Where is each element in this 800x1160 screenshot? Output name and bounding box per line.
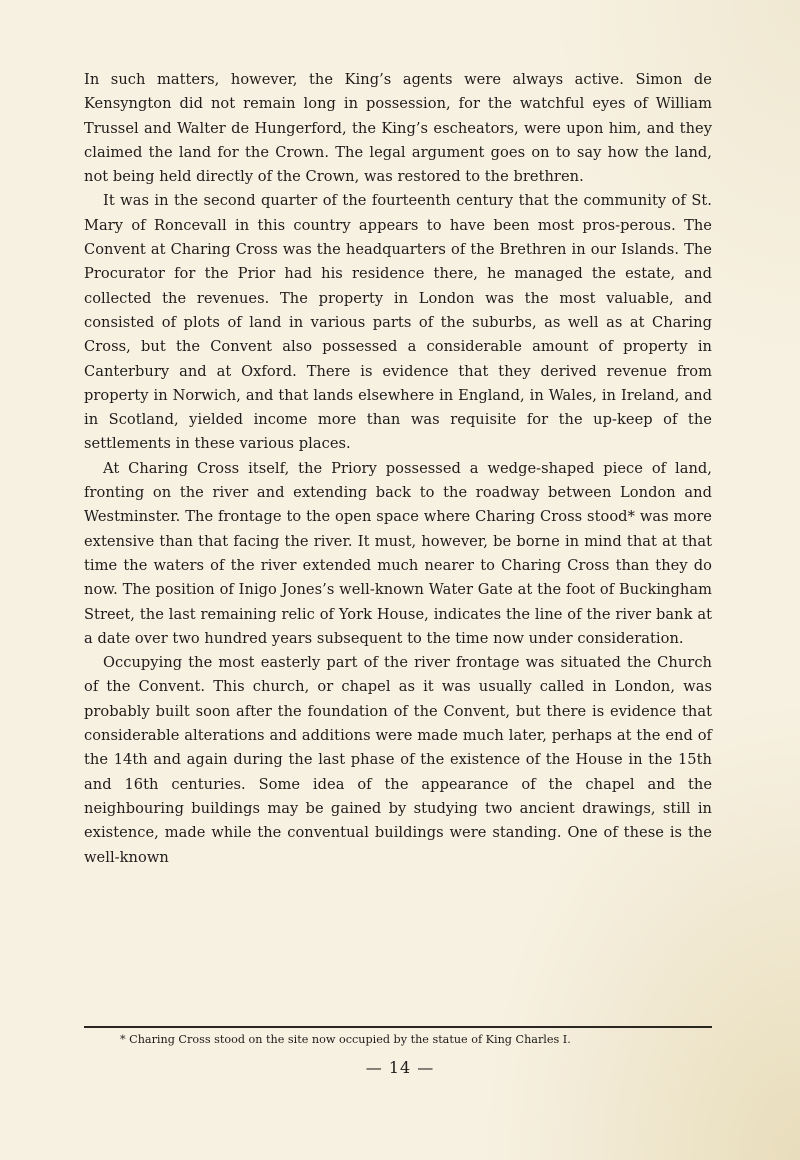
- page-number: — 14 —: [365, 1058, 435, 1077]
- paragraph-4: Occupying the most easterly part of the river frontage was situated the Church of the Convent. This church, or chapel as it was usually called in London, was probably built soon after the foundation of the Convent, but there is evidence that considerable alterations and additions were made much later, perhaps at the end of the 14th and again during the last phase of the existence of the House in the 15th and 16th centuries. Some idea of the appearance of the chapel and the neighbouring buildings may be gained by studying two ancient drawings, still in existence, made while the conventual buildings were standing. One of these is the well-known: [84, 654, 712, 866]
- footnote: * Charing Cross stood on the site now occupied by the statue of King Charles I.: [120, 1033, 571, 1046]
- paragraph-3: At Charing Cross itself, the Priory possessed a wedge-shaped piece of land, fronting on the river and extending back to the roadway between London and Westminster. The frontage to the open space where Charing Cross stood* was more extensive than that facing the river. It must, however, be borne in mind that at that time the waters of the river extended much nearer to Charing Cross than they do now. The position of Inigo Jones’s well-known Water Gate at the foot of Buckingham Street, the last remaining relic of York House, indicates the line of the river bank at a date over two hundred years subsequent to the time now under consideration.: [84, 459, 712, 647]
- paragraph-1: In such matters, however, the King’s agents were always active. Simon de Kensyngton did not remain long in possession, for the watchful eyes of William Trussel and Walter de Hungerford, the King’s escheators, were upon him, and they claimed the land for the Crown. The legal argument goes on to say how the land, not being held directly of the Crown, was restored to the brethren.: [84, 71, 712, 186]
- body-text: [84, 68, 712, 870]
- paragraph-2: It was in the second quarter of the fourteenth century that the community of St. Mary of Roncevall in this country appears to have been most pros-perous. The Convent at Charing Cross was the headquarters of the Brethren in our Islands. The Procurator for the Prior had his residence there, he managed the estate, and collected the revenues. The property in London was the most valuable, and consisted of plots of land in various parts of the suburbs, as well as at Charing Cross, but the Convent also possessed a considerable amount of property in Canterbury and at Oxford. There is evidence that they derived revenue from property in Norwich, and that lands elsewhere in England, in Wales, in Ireland, and in Scotland, yielded income more than was requisite for the up-keep of the settlements in these various places.: [84, 192, 712, 453]
- footnote-divider: [84, 1026, 712, 1028]
